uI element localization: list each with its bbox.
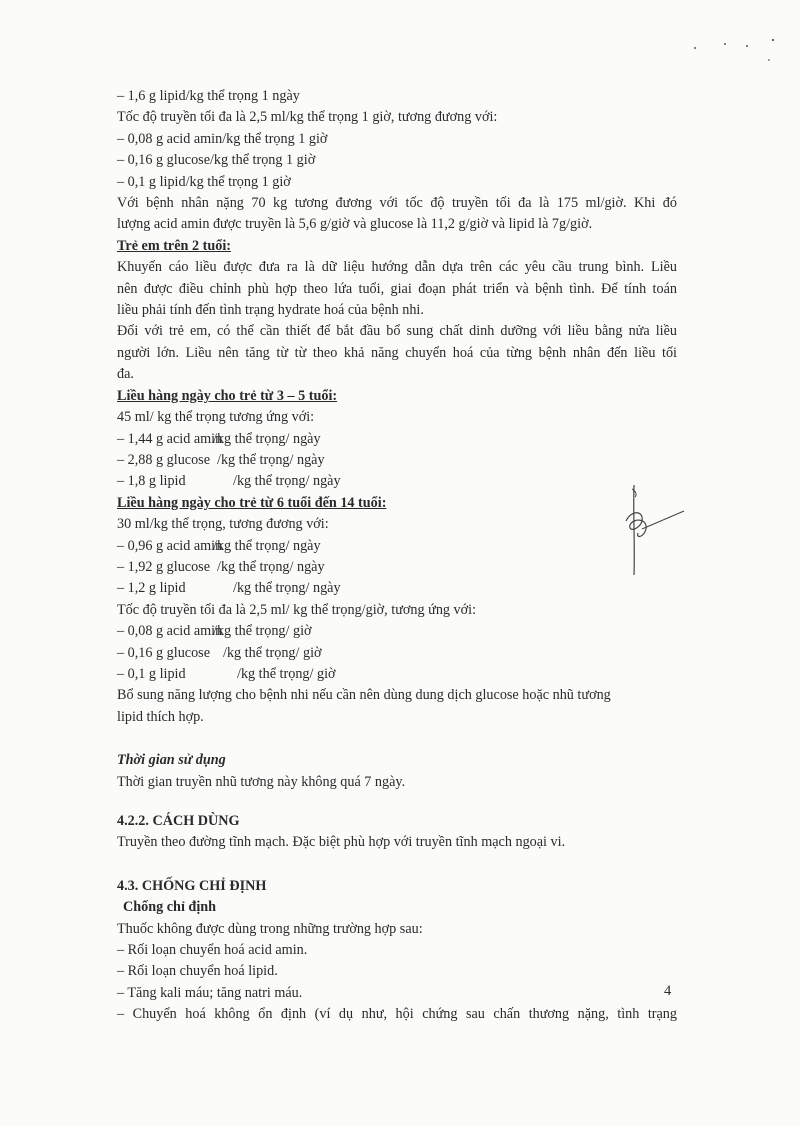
list-item (117, 621, 677, 642)
nutrient-unit: /kg thể trọng/ ngày (233, 473, 341, 490)
list-item (117, 471, 677, 492)
dose-3-5-list (117, 429, 677, 493)
list-item: – Tăng kali máu; tăng natri máu. (117, 984, 303, 1001)
usage-heading: 4.2.2. CÁCH DÙNG (117, 813, 240, 829)
contra-subheading: Chống chỉ định (123, 899, 217, 916)
text-line: Đối với trẻ em, có thể cần thiết để bắt đầu bổ sung chất dinh dưỡng với liều bằng nửa liều (117, 323, 677, 340)
nutrient-unit: /kg thể trọng/ ngày (213, 430, 321, 447)
list-item (117, 664, 677, 685)
nutrient-amount: – 0,96 g acid amin (117, 537, 223, 554)
list-item (117, 557, 677, 578)
scan-specks (685, 30, 785, 70)
duration-heading: Thời gian sử dụng (117, 752, 226, 769)
dose-3-5-heading: Liều hàng ngày cho trẻ từ 3 – 5 tuổi: (117, 387, 338, 404)
dose-6-14-list (117, 536, 677, 600)
text-line: liều phải tính đến tình trạng hydrate hoá của bệnh nhi. (117, 302, 424, 319)
nutrient-unit: /kg thể trọng/ ngày (233, 580, 341, 597)
contra-intro: Thuốc không được dùng trong những trường hợp sau: (117, 920, 423, 937)
text-line: – 1,6 g lipid/kg thể trọng 1 ngày (117, 88, 300, 104)
nutrient-amount: – 2,88 g glucose (117, 451, 210, 468)
nutrient-amount: – 0,16 g glucose (117, 644, 210, 661)
child-dosage-text (117, 257, 677, 385)
text-line: nên được điều chỉnh phù hợp theo lứa tuổi, giai đoạn phát triển và bệnh tình. Để tính toán (117, 280, 677, 297)
nutrient-unit: /kg thể trọng/ giờ (223, 644, 322, 661)
text-line: – 0,1 g lipid/kg thể trọng 1 giờ (117, 173, 291, 190)
list-item: – Chuyển hoá không ổn định (ví dụ như, hội chứng sau chấn thương nặng, tình trạng (117, 1006, 677, 1023)
list-item (117, 578, 677, 599)
nutrient-unit: /kg thể trọng/ ngày (213, 537, 321, 554)
text-line: Tốc độ truyền tối đa là 2,5 ml/kg thể trọng 1 giờ, tương đương với: (117, 109, 498, 126)
text-line: Khuyến cáo liều được đưa ra là dữ liệu hướng dẫn dựa trên các yêu cầu trung bình. Liều (117, 259, 677, 276)
text-line: người lớn. Liều nên tăng từ từ theo khả năng chuyển hoá của từng bệnh nhân đến liều tối (117, 344, 677, 361)
nutrient-amount: – 0,08 g acid amin (117, 623, 223, 640)
text-line: – 0,08 g acid amin/kg thể trọng 1 giờ (117, 130, 328, 147)
nutrient-unit: /kg thể trọng/ ngày (217, 451, 325, 468)
list-item (117, 643, 677, 664)
list-item: – Rối loạn chuyển hoá lipid. (117, 963, 278, 980)
dose-6-14-heading: Liều hàng ngày cho trẻ từ 6 tuổi đến 14 tuổi: (117, 494, 387, 511)
nutrient-unit: /kg thể trọng/ ngày (217, 558, 325, 575)
list-item (117, 536, 677, 557)
text-line: – 0,16 g glucose/kg thể trọng 1 giờ (117, 152, 316, 169)
text-line: lipid thích hợp. (117, 708, 204, 725)
list-item: – Rối loạn chuyển hoá acid amin. (117, 942, 308, 959)
nutrient-amount: – 1,8 g lipid (117, 473, 186, 490)
nutrient-amount: – 1,44 g acid amin (117, 430, 223, 447)
rate-intro: Tốc độ truyền tối đa là 2,5 ml/ kg thể trọng/giờ, tương ứng với: (117, 601, 477, 618)
dose-6-14-intro: 30 ml/kg thể trọng, tương đương với: (117, 516, 329, 533)
page-number: 4 (664, 983, 672, 999)
usage-text: Truyền theo đường tĩnh mạch. Đặc biệt phù hợp với truyền tĩnh mạch ngoại vi. (117, 834, 566, 851)
list-item (117, 450, 677, 471)
supplement-text (117, 685, 677, 728)
child-section-heading: Trẻ em trên 2 tuổi: (117, 237, 231, 254)
handwritten-signature (618, 483, 688, 578)
adult-dosage-block (117, 86, 677, 236)
nutrient-amount: – 1,92 g glucose (117, 558, 210, 575)
text-line: đa. (117, 366, 134, 383)
dose-3-5-intro: 45 ml/ kg thể trọng tương ứng với: (117, 409, 315, 426)
text-line: lượng acid amin được truyền là 5,6 g/giờ và glucose là 11,2 g/giờ và lipid là 7g/giờ. (117, 216, 593, 233)
document-body (117, 86, 677, 1026)
text-line: Bổ sung năng lượng cho bệnh nhi nếu cần nên dùng dung dịch glucose hoặc nhũ tương (117, 687, 611, 704)
contra-list (117, 940, 677, 1026)
nutrient-unit: /kg thể trọng/ giờ (213, 623, 312, 640)
rate-list (117, 621, 677, 685)
contra-heading: 4.3. CHỐNG CHỈ ĐỊNH (117, 877, 267, 894)
nutrient-amount: – 1,2 g lipid (117, 580, 186, 597)
nutrient-unit: /kg thể trọng/ giờ (237, 665, 336, 682)
list-item (117, 429, 677, 450)
duration-text: Thời gian truyền nhũ tương này không quá 7 ngày. (117, 773, 406, 790)
nutrient-amount: – 0,1 g lipid (117, 665, 186, 682)
text-line: Với bệnh nhân nặng 70 kg tương đương với tốc độ truyền tối đa là 175 ml/giờ. Khi đó (117, 195, 677, 212)
